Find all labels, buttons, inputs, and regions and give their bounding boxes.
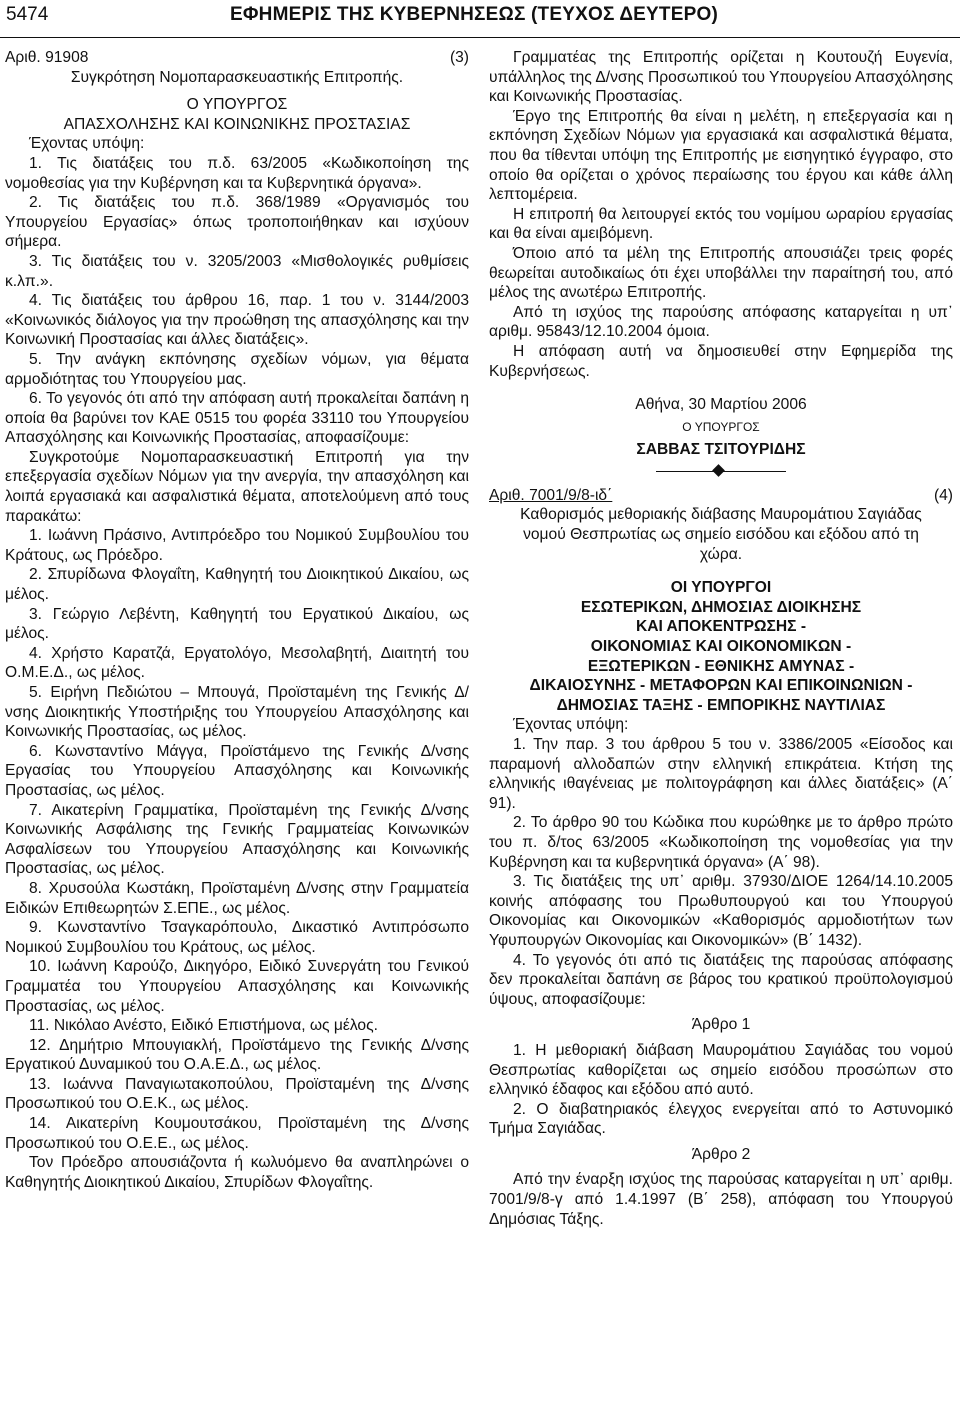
- decision-seq: (3): [449, 49, 469, 66]
- decision-number-row: [489, 486, 953, 506]
- authority-line: ΔΙΚΑΙΟΣΥΝΗΣ - ΜΕΤΑΦΟΡΩΝ ΚΑΙ ΕΠΙΚΟΙΝΩΝΙΩΝ -: [529, 677, 913, 695]
- article-paragraph: 1. Η μεθοριακή διάβαση Μαυρομάτιου Σαγιάδας του νομού Θεσπρωτίας καθορίζεται ως σημείο εισόδου προσώπων στο ελληνικό έδαφος και εξόδου από αυτό.: [489, 1041, 953, 1099]
- decision-subject: Καθορισμός μεθοριακής διάβασης Μαυρομάτιου Σαγιάδας νομού Θεσπρωτίας ως σημείο εισόδου και εξόδου από τη χώρα.: [520, 506, 922, 563]
- recital: 2. Το άρθρο 90 του Κώδικα που κυρώθηκε με το άρθρο πρώτο του π. δ/τος 63/2005 «Κωδικοποίηση της νομοθεσίας για την Κυβέρνηση και τα κυβερνητικά όργανα» (Α΄ 98).: [489, 814, 953, 871]
- member-item: 10. Ιωάννη Καρούζο, Δικηγόρο, Ειδικό Συνεργάτη του Γενικού Γραμματέα του Υπουργείου Απασχόλησης και Κοινωνικής Προστασίας, ως μέλος.: [5, 958, 469, 1015]
- body-paragraph: Η απόφαση αυτή να δημοσιευθεί στην Εφημερίδα της Κυβερνήσεως.: [489, 342, 953, 380]
- decision-subject: Συγκρότηση Νομοπαρασκευαστικής Επιτροπής.: [70, 68, 404, 86]
- considering-label: Έχοντας υπόψη:: [513, 716, 629, 734]
- authority-line: ΚΑΙ ΑΠΟΚΕΝΤΡΩΣΗΣ -: [635, 618, 807, 636]
- authority-line: ΟΙΚΟΝΟΜΙΑΣ ΚΑΙ ΟΙΚΟΝΟΜΙΚΩΝ -: [590, 638, 852, 656]
- member-item: 6. Κωνσταντίνο Μάγγα, Προϊστάμενο της Γενικής Δ/νσης Εργασίας του Υπουργείου Απασχόλησης και Κοινωνικής Προστασίας, ως μέλος.: [5, 742, 469, 799]
- recital: 1. Την παρ. 3 του άρθρου 5 του ν. 3386/2005 «Είσοδος και παραμονή αλλοδαπών στην ελληνική επικράτεια. Κτήση της ελληνικής ιθαγένειας με πολιτογράφηση και άλλες διατάξεις» (Α΄ 91).: [489, 736, 953, 812]
- article-title: Άρθρο 2: [691, 1145, 751, 1163]
- authority-line: ΕΣΩΤΕΡΙΚΩΝ, ΔΗΜΟΣΙΑΣ ΔΙΟΙΚΗΣΗΣ: [580, 598, 862, 616]
- authority-line: Ο ΥΠΟΥΡΓΟΣ: [186, 96, 288, 114]
- member-item: 12. Δημήτριο Μπουγιακλή, Προϊστάμενο της Γενικής Δ/νσης Εργατικού Δυναμικού του Ο.Α.Ε.Δ., ως μέλος.: [5, 1036, 469, 1074]
- decision-body: Συγκροτούμε Νομοπαρασκευαστική Επιτροπή για την επεξεργασία σχεδίων Νόμων για την ανεργία, την απασχόληση και λοιπά εργασιακά και ασφαλιστικά θέματα, αποτελούμενη από τους παρακάτω:: [5, 448, 469, 525]
- signer-name: ΣΑΒΒΑΣ ΤΣΙΤΟΥΡΙΔΗΣ: [636, 441, 806, 459]
- gazette-title: ΕΦΗΜΕΡΙΣ ΤΗΣ ΚΥΒΕΡΝΗΣΕΩΣ (ΤΕΥΧΟΣ ΔΕΥΤΕΡΟ): [230, 4, 718, 25]
- body-paragraph: Έργο της Επιτροπής θα είναι η μελέτη, η επεξεργασία και η εκπόνηση Σχεδίων Νόμων για εργασιακά και ασφαλιστικά θέματα, που θα τίθενται υπόψη της Επιτροπής με εισηγητικό έγγραφο, στο οποίο θα ορίζεται ο χρόνος περαίωσης του έργου και κάθε άλλη λεπτομέρεια.: [489, 107, 953, 204]
- recital: 2. Τις διατάξεις του π.δ. 368/1989 «Οργανισμός του Υπουργείου Εργασίας» όπως τροποποιήθηκαν και ισχύουν σήμερα.: [5, 194, 469, 251]
- decision-number: Αριθ. 7001/9/8-ιδ΄: [489, 486, 613, 504]
- body-paragraph: Η επιτροπή θα λειτουργεί εκτός του νομίμου ωραρίου εργασίας και θα είναι αμειβόμενη.: [489, 205, 953, 243]
- member-item: 9. Κωνσταντίνο Τσαγκαρόπουλο, Δικαστικό Αντιπρόσωπο Νομικού Συμβουλίου του Κράτους, ως μέλος.: [5, 919, 469, 956]
- left-column: [5, 48, 469, 1192]
- member-item: 13. Ιωάννα Παναγιωτακοπούλου, Προϊσταμένη της Δ/νσης Προσωπικού του Ο.Ε.Κ., ως μέλος.: [5, 1075, 469, 1113]
- right-column: [489, 48, 953, 1229]
- article-paragraph: 2. Ο διαβατηριακός έλεγχος ενεργείται από το Αστυνομικό Τμήμα Σαγιάδας.: [489, 1100, 953, 1138]
- member-item: 4. Χρήστο Καρατζά, Εργατολόγο, Μεσολαβητή, Διαιτητή του Ο.Μ.Ε.Δ., ως μέλος.: [5, 644, 469, 682]
- considering-label: Έχοντας υπόψη:: [29, 135, 145, 153]
- authority-line: ΟΙ ΥΠΟΥΡΓΟΙ: [670, 579, 772, 597]
- body-paragraph: Όποιο από τα μέλη της Επιτροπής απουσιάζει τρεις φορές θεωρείται αυτοδικαίως ότι έχει υποβάλλει την παραίτησή του, από μέλος της ανωτέρω Επιτροπής.: [489, 244, 953, 302]
- body-paragraph: Γραμματέας της Επιτροπής ορίζεται η Κουτουζή Ευγενία, υπάλληλος της Δ/νσης Προσωπικού του Υπουργείου Απασχόλησης και Κοινωνικής Προστασίας.: [489, 49, 953, 106]
- authority-line: ΕΞΩΤΕΡΙΚΩΝ - ΕΘΝΙΚΗΣ ΑΜΥΝΑΣ -: [587, 657, 855, 675]
- page-header: [0, 0, 960, 38]
- member-item: 2. Σπυρίδωνα Φλογαΐτη, Καθηγητή του Διοικητικού Δικαίου, ως μέλος.: [5, 566, 469, 604]
- member-item: 11. Νικόλαο Ανέστο, Ειδικό Επιστήμονα, ως μέλος.: [29, 1017, 378, 1035]
- article-paragraph: Από την έναρξη ισχύος της παρούσας καταργείται η υπ᾽ αριθμ. 7001/9/8-γ από 1.4.1997 (Β΄ 258), απόφαση του Υπουργού Δημόσιας Τάξης.: [489, 1171, 953, 1228]
- recital: 4. Τις διατάξεις του άρθρου 16, παρ. 1 του ν. 3144/2003 «Κοινωνικός διάλογος για την προώθηση της απασχόλησης και την Κοινωνική Προστασίας και άλλες διατάξεις».: [5, 292, 469, 349]
- replacement-clause: Τον Πρόεδρο απουσιάζοντα ή κωλυόμενο θα αναπληρώνει ο Καθηγητής Διοικητικού Δικαίου, Σπυρίδων Φλογαΐτης.: [5, 1154, 469, 1191]
- decision-seq: (4): [933, 486, 953, 504]
- decision-number-row: [5, 48, 469, 68]
- authority-line: ΔΗΜΟΣΙΑΣ ΤΑΞΗΣ - ΕΜΠΟΡΙΚΗΣ ΝΑΥΤΙΛΙΑΣ: [556, 696, 886, 714]
- member-item: 8. Χρυσούλα Κωστάκη, Προϊσταμένη Δ/νσης στην Γραμματεία Ειδικών Επιθεωρητών Σ.ΕΠΕ., ως μέλος.: [5, 879, 469, 917]
- recital: 6. Το γεγονός ότι από την απόφαση αυτή προκαλείται δαπάνη η οποία θα βαρύνει τον ΚΑΕ 0515 του φορέα 33110 του Υπουργείου Απασχόλησης και Κοινωνικής Προστασίας, αποφασίζουμε:: [5, 390, 469, 447]
- member-item: 7. Αικατερίνη Γραμματίκα, Προϊσταμένη της Γενικής Δ/νσης Κοινωνικής Ασφάλισης της Γενικής Γραμματείας Κοινωνικών Ασφαλίσεων του Υπουργείου Απασχόλησης και Κοινωνικής Προστασίας, ως μέλος.: [5, 801, 469, 878]
- article-title: Άρθρο 1: [691, 1016, 751, 1034]
- recital: 3. Τις διατάξεις της υπ᾽ αριθμ. 37930/ΔΙΟΕ 1264/14.10.2005 κοινής απόφασης του Πρωθυπουργού και του Υπουργού Οικονομίας και Οικονομικών «Καθορισμός αρμοδιοτήτων των Υφυπουργών Οικονομίας και Οικονομικών» (Β΄ 1432).: [489, 873, 953, 949]
- body-paragraph: Από τη ισχύος της παρούσης απόφασης καταργείται η υπ᾽ αριθμ. 95843/12.10.2004 όμοια.: [489, 303, 953, 341]
- member-item: 14. Αικατερίνη Κουμουτσάκου, Προϊσταμένη της Δ/νσης Προσωπικού του Ο.Ε.Ε., ως μέλος.: [5, 1115, 469, 1152]
- recital: 1. Τις διατάξεις του π.δ. 63/2005 «Κωδικοποίηση της νομοθεσίας για την Κυβέρνηση και τα Κυβερνητικά όργανα».: [5, 154, 469, 192]
- recital: 3. Τις διατάξεις του ν. 3205/2003 «Μισθολογικές ρυθμίσεις κ.λπ.».: [5, 252, 469, 290]
- member-item: 5. Ειρήνη Πεδιώτου – Μπουγά, Προϊσταμένη της Γενικής Δ/νσης Διοικητικής Υποστήριξης του Υπουργείου Απασχόλησης και Κοινωνικής Προστασίας, ως μέλος.: [5, 684, 469, 741]
- section-divider: [656, 466, 786, 478]
- recital: 5. Την ανάγκη εκπόνησης σχεδίων νόμων, για θέματα αρμοδιότητας του Υπουργείου μας.: [5, 350, 469, 388]
- member-item: 1. Ιωάννη Πράσινο, Αντιπρόεδρο του Νομικού Συμβουλίου του Κράτους, ως Πρόεδρο.: [5, 527, 469, 564]
- page-number: 5474: [6, 4, 49, 25]
- decision-number: Αριθ. 91908: [5, 49, 89, 66]
- diamond-icon: [712, 464, 725, 477]
- authority-line: ΑΠΑΣΧΟΛΗΣΗΣ ΚΑΙ ΚΟΙΝΩΝΙΚΗΣ ΠΡΟΣΤΑΣΙΑΣ: [63, 115, 411, 133]
- recital: 4. Το γεγονός ότι από τις διατάξεις της παρούσας απόφασης δεν προκαλείται δαπάνη σε βάρος του κρατικού προϋπολογισμού ύψους, αποφασίζουμε:: [489, 951, 953, 1008]
- place-date: Αθήνα, 30 Μαρτίου 2006: [635, 396, 807, 414]
- signer-title: Ο ΥΠΟΥΡΓΟΣ: [682, 419, 760, 434]
- member-item: 3. Γεώργιο Λεβέντη, Καθηγητή του Εργατικού Δικαίου, ως μέλος.: [5, 605, 469, 643]
